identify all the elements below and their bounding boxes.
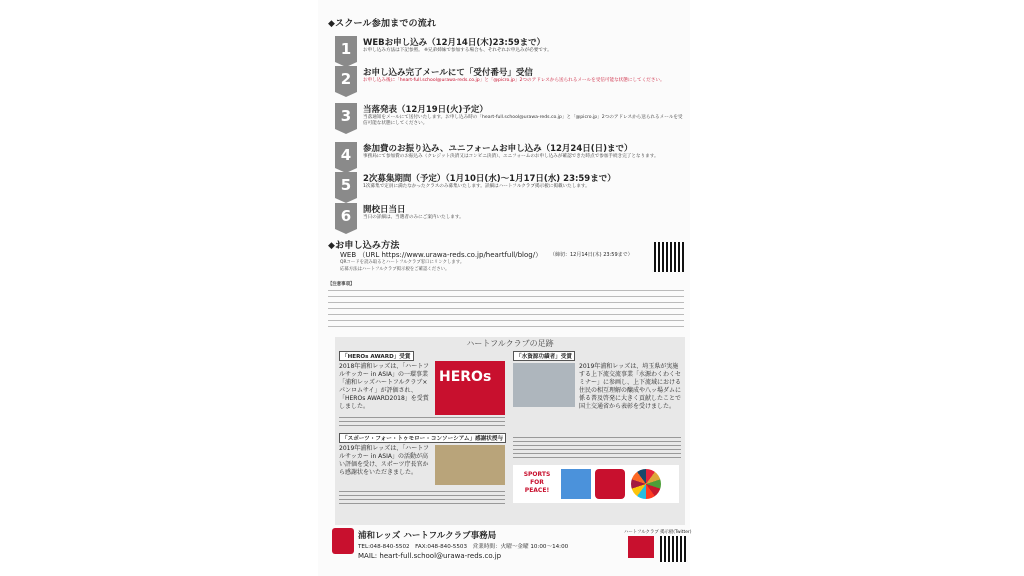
award-text: 2019年浦和レッズは、埼玉県が実施する上下流交流事業「水源わくわくセミナー」に参画し、上下流域における住民の相互理解の醸成や八ッ場ダムに係る普及啓発に大きく貢献したことで国土交通省から表彰を受けました。 bbox=[579, 363, 682, 410]
step-number: 5 bbox=[335, 172, 357, 198]
sports-for-peace-logo: SPORTS FOR PEACE! bbox=[523, 471, 551, 494]
heros-logo: HEROs bbox=[439, 369, 492, 385]
step-number: 6 bbox=[335, 203, 357, 229]
flow-heading: ◆スクール参加までの流れ bbox=[328, 19, 437, 29]
notes-text-block bbox=[328, 290, 684, 328]
consortium-photo bbox=[435, 445, 505, 485]
history-panel bbox=[335, 337, 685, 525]
award-tag: 「スポーツ・フォー・トゥモロー・コンソーシアム」感謝状授与 bbox=[339, 433, 506, 443]
step-title: 開校日当日 bbox=[363, 205, 406, 215]
apply-note: QRコードを読み取るとハートフルクラブ窓口にリンクします。 bbox=[340, 260, 465, 265]
step-title: 参加費のお振り込み、ユニフォームお申し込み（12月24日(日)まで） bbox=[363, 144, 633, 154]
apply-web-url[interactable]: WEB （URL https://www.urawa-reds.co.jp/heartfull/blog/） bbox=[340, 251, 543, 259]
step-title: お申し込み完了メールにて「受付番号」受信 bbox=[363, 68, 533, 78]
step-description: 当日の詳細は、当選者のみにご案内いたします。 bbox=[363, 215, 464, 220]
reds-logo bbox=[595, 469, 625, 499]
award-text: 2019年浦和レッズは、「ハートフルサッカー in ASIA」の活動が高い評価を受け、スポーツ庁長官から感謝状をいただきました。 bbox=[339, 445, 430, 476]
heros-award-photo bbox=[435, 361, 505, 415]
step-4 bbox=[335, 142, 683, 170]
step-number: 2 bbox=[335, 66, 357, 92]
award-text: 2018年浦和レッズは、「ハートフルサッカー in ASIA」の一環事業「浦和レッズハートフルクラブ×パンロムサイ」が評価され、「HEROs AWARD2018」を受賞しました。 bbox=[339, 363, 430, 410]
step-2 bbox=[335, 66, 683, 94]
step-description: 事務局にて参加費のお振込み（クレジット決済又はコンビニ決済）、ユニフォームのお申し込みが確認できた時点で参加手続き完了となります。 bbox=[363, 154, 659, 159]
twitter-qr-code[interactable] bbox=[660, 536, 686, 562]
apply-deadline: （締切：12月14日(木) 23:59まで） bbox=[550, 252, 633, 258]
award-caption bbox=[513, 437, 681, 459]
partner-logos bbox=[513, 465, 679, 503]
apply-heading: ◆お申し込み方法 bbox=[328, 241, 400, 251]
step-title: 当落発表（12月19日(火)予定） bbox=[363, 105, 488, 115]
footer-tel: TEL:048-840-5502 FAX:048-840-5503 営業時間：火曜〜金曜 10:00〜14:00 bbox=[358, 544, 569, 550]
step-number: 4 bbox=[335, 142, 357, 168]
footer-mail[interactable]: MAIL: heart-full.school@urawa-reds.co.jp bbox=[358, 552, 502, 560]
step-3 bbox=[335, 103, 683, 131]
reds-emblem bbox=[332, 528, 354, 554]
apply-note: 応募方法はハートフルクラブ掲示板をご確認ください。 bbox=[340, 267, 450, 272]
step-title: WEBお申し込み（12月14日(木)23:59まで） bbox=[363, 38, 546, 48]
step-5 bbox=[335, 172, 683, 200]
step-title: 2次募集期間（予定）（1月10日(水)〜1月17日(水) 23:59まで） bbox=[363, 174, 616, 184]
step-number: 3 bbox=[335, 103, 357, 129]
step-description: 当落通知をメールにて送付いたします。お申し込み時の「heart-full.school@urawa-reds.co.jp」と「@picro.jp」2つのアドレスから送られるメールを受信可能な状態にしてください。 bbox=[363, 115, 683, 126]
footer-org: 浦和レッズ ハートフルクラブ事務局 bbox=[358, 531, 497, 541]
award-tag: 「HEROs AWARD」受賞 bbox=[339, 351, 414, 361]
step-description: 1次募集で定員に満たなかったクラスのみ募集いたします。詳細はハートフルクラブ掲示板に掲載いたします。 bbox=[363, 184, 590, 189]
sdgs-wheel-icon bbox=[631, 469, 661, 499]
twitter-label: ハートフルクラブ 掲示板(Twitter) bbox=[624, 530, 692, 535]
un-logo bbox=[561, 469, 591, 499]
panel-title: ハートフルクラブの足跡 bbox=[466, 339, 554, 348]
board-badge bbox=[628, 536, 654, 558]
award-caption bbox=[339, 417, 505, 427]
notes-heading: 【注意事項】 bbox=[328, 282, 355, 287]
step-number: 1 bbox=[335, 36, 357, 62]
water-award-photo bbox=[513, 363, 575, 407]
step-description: お申し込み後に「heart-full.school@urawa-reds.co.jp」と「@picro.jp」2つのアドレスから送られるメールを受信可能な状態にしてください。 bbox=[363, 78, 665, 83]
award-tag: 「水資源功績者」受賞 bbox=[513, 351, 575, 361]
award-caption bbox=[339, 491, 505, 505]
apply-qr-code[interactable] bbox=[654, 242, 684, 272]
step-6 bbox=[335, 203, 683, 231]
step-1 bbox=[335, 36, 683, 64]
step-description: お申し込み方法は下記参照。 ※兄弟姉妹で参加する場合も、それぞれお申込みが必要です。 bbox=[363, 48, 552, 53]
